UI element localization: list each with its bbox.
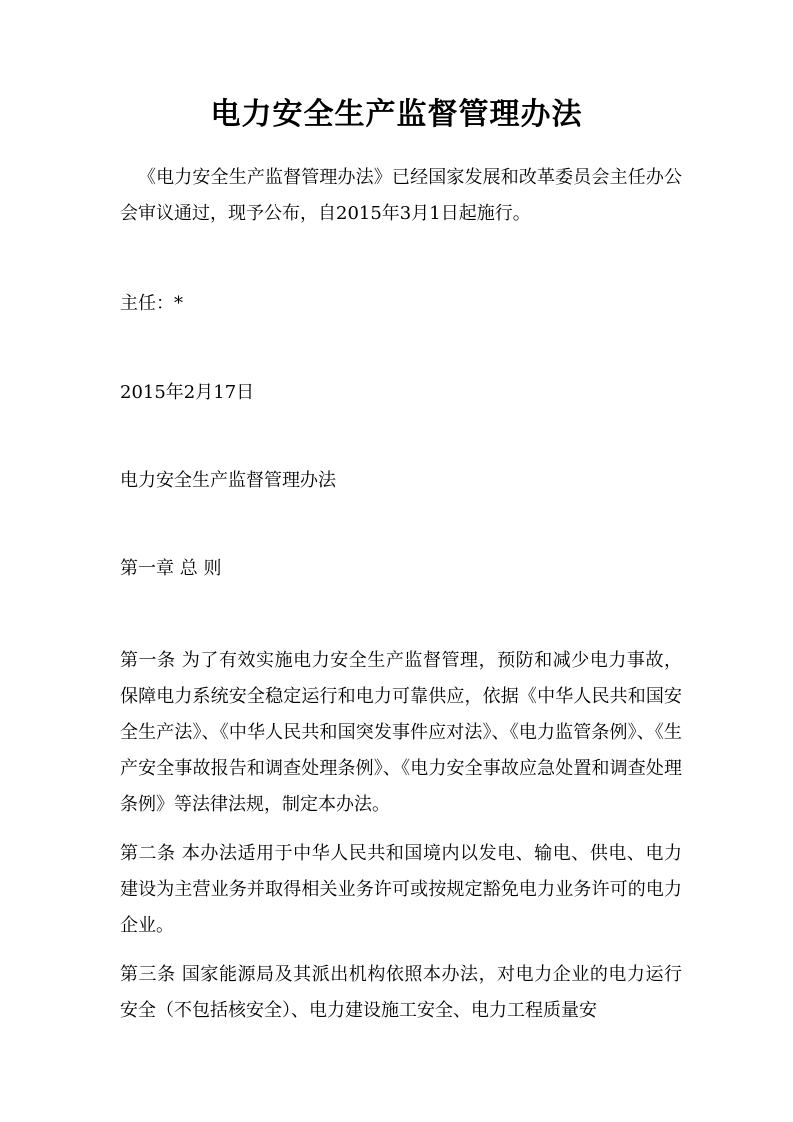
document-subtitle: 电力安全生产监督管理办法: [120, 470, 336, 491]
document-title: 电力安全生产监督管理办法: [210, 97, 583, 132]
director-line: 主任：*: [120, 293, 183, 314]
article-paragraph: 第一条 为了有效实施电力安全生产监督管理，预防和减少电力事故，保障电力系统安全稳定运行和电力可靠供应，依据《中华人民共和国安全生产法》、《中华人民共和国突发事件应对法》、《电力监管条例》、《生产安全事故报告和调查处理条例》、《电力安全事故应急处置和调查处理条例》等法律法规，制定本办法。: [120, 650, 682, 815]
intro-paragraph: 《电力安全生产监督管理办法》已经国家发展和改革委员会主任办公会审议通过，现予公布，自2015年3月1日起施行。: [120, 167, 682, 224]
article-paragraph: 第三条 国家能源局及其派出机构依照本办法，对电力企业的电力运行安全（不包括核安全）、电力建设施工安全、电力工程质量安: [120, 964, 682, 1021]
chapter-heading: 第一章 总 则: [120, 558, 222, 579]
issue-date: 2015年2月17日: [120, 382, 255, 403]
article-paragraph: 第二条 本办法适用于中华人民共和国境内以发电、输电、供电、电力建设为主营业务并取得相关业务许可或按规定豁免电力业务许可的电力企业。: [120, 843, 682, 936]
